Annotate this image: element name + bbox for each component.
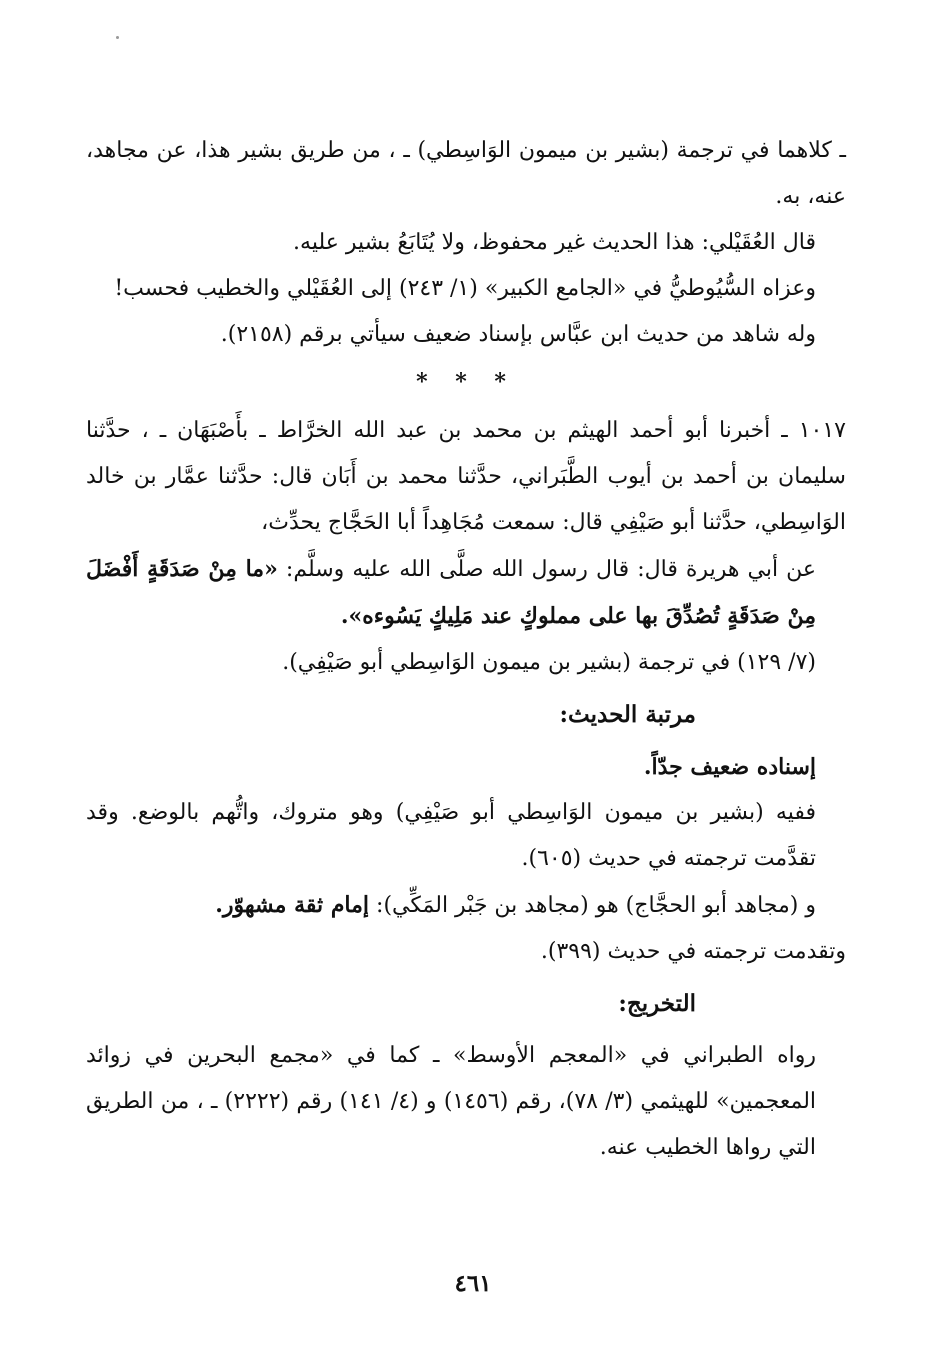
paragraph-suyuti-attribution: وعزاه السُّيُوطيُّ في «الجامع الكبير» (١/ ٢٤٣) إلى العُقَيْلي والخطيب فحسب!: [114, 276, 816, 301]
paragraph-continuation: ـ كلاهما في ترجمة (بشير بن ميمون الوَاسِطي) ـ ، من طريق بشير هذا، عن مجاهد، عنه، به.: [86, 138, 846, 209]
grading-statement: إسناده ضعيف جدّاً.: [643, 754, 816, 780]
paragraph-takhrij: رواه الطبراني في «المعجم الأوسط» ـ كما في «مجمع البحرين في زوائد المعجمين» للهيثمي (٣/ ٧٨)، رقم (١٤٥٦) و (٤/ ١٤١) رقم (٢٢٢٢) ـ ، من الطريق التي رواها الخطيب عنه.: [86, 1043, 817, 1160]
hadith-matn: [86, 546, 846, 640]
mujahid-identification: و (مجاهد أبو الحجَّاج) هو (مجاهد بن جَبْر المَكِّي):: [376, 893, 816, 918]
page-number: ٤٦١: [454, 1270, 492, 1297]
paragraph-uqayli-quote: قال العُقَيْلي: هذا الحديث غير محفوظ، ولا يُتَابَعُ بشير عليه.: [293, 230, 816, 255]
mujahid-grading: إمام ثقة مشهوّر.: [215, 892, 370, 918]
paragraph-bashir-critique: ففيه (بشير بن ميمون الوَاسِطي أبو صَيْفِي) وهو متروك، واتُّهم بالوضع. وقد تقدَّمت ترجمته في حديث (٦٠٥).: [86, 800, 816, 871]
paragraph-mujahid-note: [86, 882, 846, 929]
heading-takhrij: التخريج:: [618, 990, 696, 1017]
paragraph-supporting-witness: وله شاهد من حديث ابن عبَّاس بإسناد ضعيف سيأتي برقم (٢١٥٨).: [220, 322, 816, 347]
hadith-narrator-intro: عن أبي هريرة قال: قال رسول الله صلَّى الله عليه وسلَّم:: [285, 557, 816, 582]
section-separator: * * *: [416, 369, 516, 395]
hadith-text: «ما مِنْ صَدَقَةٍ أَفْضَلَ مِنْ صَدَقَةٍ تُصُدِّقَ بها على مملوكٍ عند مَلِيكٍ يَسُوءه».: [86, 556, 816, 629]
page-body: [86, 128, 846, 1171]
hadith-source-reference: (٧/ ١٢٩) في ترجمة (بشير بن ميمون الوَاسِطي أبو صَيْفِي).: [282, 650, 816, 675]
paragraph-mujahid-reference: وتقدمت ترجمته في حديث (٣٩٩).: [540, 939, 846, 964]
scan-speck: [116, 36, 119, 39]
hadith-isnad: ١٠١٧ ـ أخبرنا أبو أحمد الهيثم بن محمد بن عبد الله الخرَّاط ـ بأَصْبَهَان ـ ، حدَّثنا سليمان بن أحمد بن أيوب الطَّبَراني، حدَّثنا محمد بن أَبَان قال: حدَّثنا عمَّار بن خالد الوَاسِطي، حدَّثنا أبو صَيْفِي قال: سمعت مُجَاهِداً أبا الحَجَّاج يحدِّث،: [86, 418, 846, 535]
heading-hadith-rank: مرتبة الحديث:: [559, 701, 696, 728]
